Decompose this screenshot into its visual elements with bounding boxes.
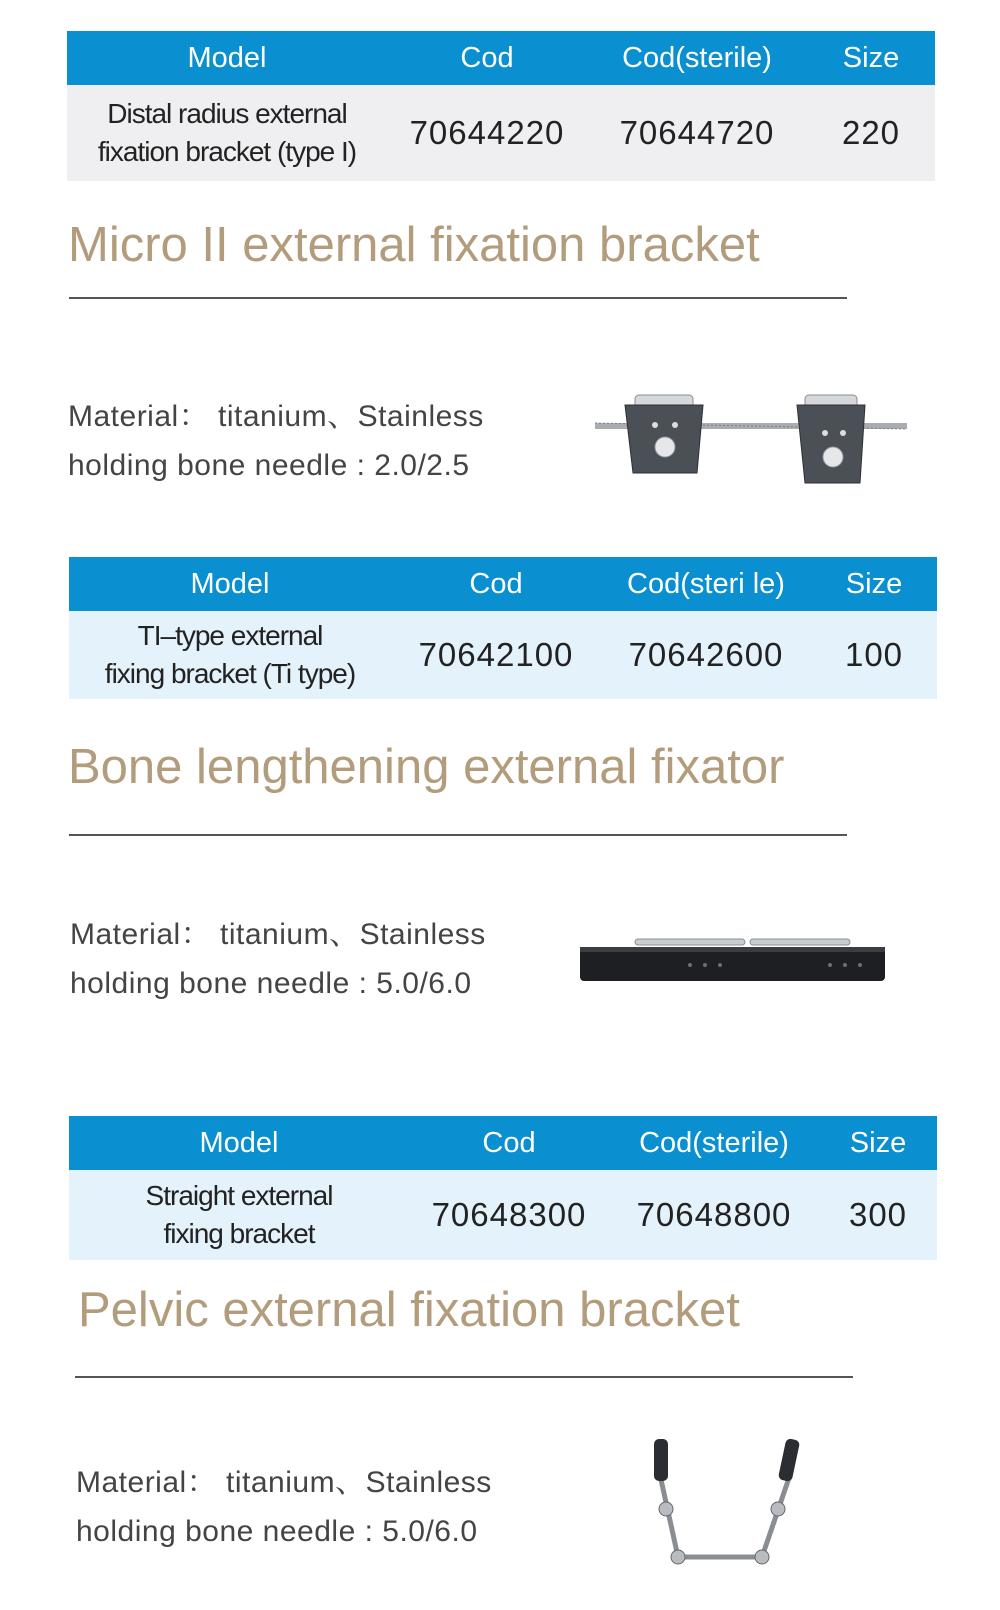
cell-cod-sterile: 70648800 [609,1170,819,1260]
needle-spec-text: holding bone needle : 5.0/6.0 [76,1515,478,1548]
header-size: Size [819,1116,937,1170]
model-line-1: TI–type external [137,620,323,651]
table-header-row [69,1116,937,1170]
cell-cod: 70648300 [409,1170,609,1260]
header-cod-sterile: Cod(sterile) [587,31,807,85]
table-header-row [69,557,937,611]
section-title-bone-lengthening: Bone lengthening external fixator [68,740,785,794]
cell-model [69,1170,409,1260]
header-model: Model [69,1116,409,1170]
clamp-block-left [625,395,703,473]
product-description [68,392,484,490]
section-divider [75,1376,853,1378]
table-header-row [67,31,935,85]
table-row [69,1170,937,1260]
header-model: Model [69,557,391,611]
cell-cod: 70644220 [387,85,587,181]
cell-cod-sterile: 70644720 [587,85,807,181]
spec-table-ti-type [69,557,937,699]
model-line-2: fixation bracket (type I) [97,136,357,167]
micro-bracket-product-image [595,385,915,495]
header-cod-sterile: Cod(sterile) [609,1116,819,1170]
header-model: Model [67,31,387,85]
section-divider [69,834,847,836]
needle-spec-text: holding bone needle : 2.0/2.5 [68,449,470,482]
bone-lengthening-fixator-product-image [580,935,890,995]
cell-size: 300 [819,1170,937,1260]
material-text: Material： titanium、Stainless [70,918,486,951]
table-row [69,611,937,699]
section-title-micro-ii: Micro II external fixation bracket [68,218,760,272]
cell-model [69,611,391,699]
cell-cod-sterile: 70642600 [601,611,811,699]
model-line-2: fixing bracket [163,1218,315,1249]
header-cod: Cod [409,1116,609,1170]
section-divider [69,297,847,299]
needle-spec-text: holding bone needle : 5.0/6.0 [70,967,472,1000]
model-line-2: fixing bracket (Ti type) [104,658,356,689]
header-size: Size [811,557,937,611]
cell-size: 100 [811,611,937,699]
spec-table-straight [69,1116,937,1260]
header-size: Size [807,31,935,85]
clamp-block-right [797,395,865,483]
product-description [70,910,486,1008]
product-description [76,1458,492,1556]
table-row [67,85,935,181]
model-line-1: Straight external [145,1180,333,1211]
header-cod: Cod [387,31,587,85]
cell-size: 220 [807,85,935,181]
cell-model [67,85,387,181]
material-text: Material： titanium、Stainless [76,1466,492,1499]
spec-table-distal-radius [67,31,935,181]
section-title-pelvic: Pelvic external fixation bracket [78,1283,740,1337]
material-text: Material： titanium、Stainless [68,400,484,433]
model-line-1: Distal radius external [107,98,347,129]
header-cod: Cod [391,557,601,611]
header-cod-sterile: Cod(steri le) [601,557,811,611]
pelvic-bracket-product-image [640,1435,810,1570]
cell-cod: 70642100 [391,611,601,699]
